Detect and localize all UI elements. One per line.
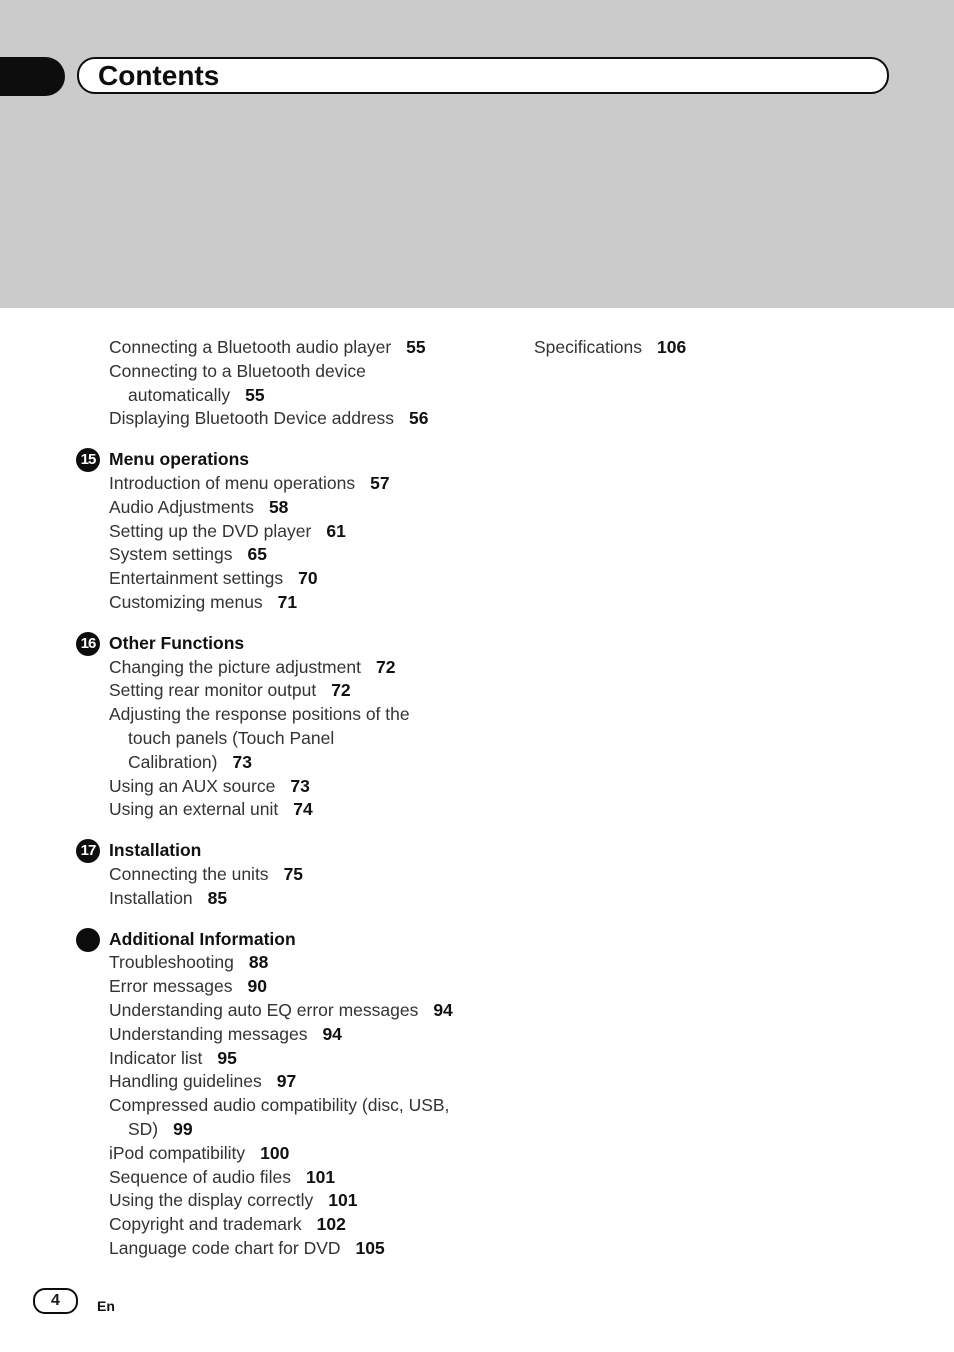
toc-entry[interactable] xyxy=(109,703,509,774)
entry-title: Setting up the DVD player xyxy=(109,520,312,541)
entry-page-number: 105 xyxy=(355,1237,385,1258)
entry-title: iPod compatibility xyxy=(109,1142,246,1163)
entry-title-continued: automatically 55 xyxy=(128,384,265,405)
page-title: Contents xyxy=(98,60,220,91)
entry-title: Troubleshooting xyxy=(109,952,234,973)
toc-entry[interactable] xyxy=(109,1213,509,1237)
entry-title: Error messages xyxy=(109,976,233,997)
entry-title: Displaying Bluetooth Device address xyxy=(109,408,395,429)
toc-entry[interactable] xyxy=(109,1142,509,1166)
toc-right-column xyxy=(534,336,914,360)
title-pill xyxy=(77,57,889,94)
toc-entry[interactable] xyxy=(109,336,509,360)
toc-entry[interactable] xyxy=(109,1094,509,1142)
entry-title: Connecting to a Bluetooth device xyxy=(109,360,366,381)
toc-entry[interactable] xyxy=(109,543,509,567)
entry-title: Handling guidelines xyxy=(109,1071,262,1092)
page-number: 4 xyxy=(33,1288,78,1314)
toc-left-column xyxy=(80,336,509,1261)
toc-entry[interactable] xyxy=(109,407,509,431)
entry-page-number: 57 xyxy=(370,472,390,493)
entry-title: Copyright and trademark xyxy=(109,1214,302,1235)
section-number-badge: 15 xyxy=(76,448,100,472)
toc-entry[interactable] xyxy=(109,887,509,911)
entry-title: Customizing menus xyxy=(109,591,263,612)
entry-page-number: 100 xyxy=(260,1142,290,1163)
entry-title: Entertainment settings xyxy=(109,568,284,589)
section-title[interactable]: Installation xyxy=(109,840,202,861)
toc-sections xyxy=(80,448,509,1261)
entry-page-number: 65 xyxy=(247,544,267,565)
entry-page-number: 95 xyxy=(217,1047,237,1068)
top-entries xyxy=(109,336,509,431)
entry-title: Introduction of menu operations xyxy=(109,472,356,493)
toc-entry[interactable] xyxy=(109,1166,509,1190)
entry-title: Understanding messages xyxy=(109,1023,308,1044)
entry-page-number: 75 xyxy=(283,863,304,884)
toc-section xyxy=(109,928,509,1261)
toc-entry[interactable] xyxy=(109,567,509,591)
entry-title: Language code chart for DVD xyxy=(109,1237,341,1258)
entry-title: Setting rear monitor output xyxy=(109,680,317,701)
entry-title: Audio Adjustments xyxy=(109,496,254,517)
toc-section xyxy=(80,839,509,910)
toc-entry[interactable] xyxy=(109,863,509,887)
toc-entry[interactable] xyxy=(534,336,914,360)
toc-entry[interactable] xyxy=(109,360,509,408)
entry-page-number: 97 xyxy=(276,1071,297,1092)
entry-page-number: 106 xyxy=(656,337,687,357)
section-title[interactable]: Additional Information xyxy=(109,928,296,949)
toc-entry[interactable] xyxy=(109,472,509,496)
toc-entry[interactable] xyxy=(109,1047,509,1071)
entry-page-number: 73 xyxy=(232,751,252,772)
entry-title: Changing the picture adjustment xyxy=(109,656,361,677)
entry-page-number: 72 xyxy=(375,656,396,677)
toc-entry[interactable] xyxy=(109,1023,509,1047)
toc-entry[interactable] xyxy=(109,951,509,975)
toc-entry[interactable] xyxy=(109,656,509,680)
entry-title: Sequence of audio files xyxy=(109,1166,291,1187)
entry-title: Installation xyxy=(109,887,193,908)
entry-page-number: 88 xyxy=(248,952,269,973)
section-title[interactable]: Menu operations xyxy=(109,449,250,470)
toc-entry[interactable] xyxy=(109,975,509,999)
toc-entry[interactable] xyxy=(109,798,509,822)
entry-title: Connecting a Bluetooth audio player xyxy=(109,337,392,357)
toc-section xyxy=(80,632,509,822)
entry-page-number: 94 xyxy=(322,1023,342,1044)
toc-entry[interactable] xyxy=(109,1189,509,1213)
entry-page-number: 102 xyxy=(316,1214,346,1235)
entry-page-number: 99 xyxy=(173,1118,193,1139)
entry-page-number: 85 xyxy=(207,887,228,908)
toc-entry[interactable] xyxy=(109,591,509,615)
entry-page-number: 55 xyxy=(245,384,265,405)
entry-page-number: 101 xyxy=(328,1190,358,1211)
entry-page-number: 90 xyxy=(247,976,267,997)
section-number-badge: 16 xyxy=(76,632,100,656)
entry-page-number: 73 xyxy=(290,775,310,796)
entry-title: System settings xyxy=(109,544,233,565)
toc-entry[interactable] xyxy=(109,679,509,703)
entry-page-number: 72 xyxy=(331,680,351,701)
entry-title-continued: Calibration) 73 xyxy=(128,751,252,772)
chapter-tab xyxy=(0,57,65,96)
toc-entry[interactable] xyxy=(109,496,509,520)
entry-title: Indicator list xyxy=(109,1047,203,1068)
entry-title: Using an external unit xyxy=(109,799,279,820)
right-entries xyxy=(534,336,914,360)
section-title[interactable]: Other Functions xyxy=(109,632,245,653)
entry-title: Compressed audio compatibility (disc, USB, xyxy=(109,1095,450,1116)
section-number-badge: 17 xyxy=(76,839,100,863)
entry-title: Using the display correctly xyxy=(109,1190,314,1211)
entry-title: Adjusting the response positions of the xyxy=(109,704,410,725)
entry-title: Connecting the units xyxy=(109,863,269,884)
toc-entry[interactable] xyxy=(109,1070,509,1094)
entry-page-number: 101 xyxy=(305,1166,336,1187)
toc-entry[interactable] xyxy=(109,520,509,544)
entry-title: Understanding auto EQ error messages xyxy=(109,999,419,1020)
entry-page-number: 58 xyxy=(268,496,289,517)
language-code: En xyxy=(97,1298,115,1314)
toc-entry[interactable] xyxy=(109,1237,509,1261)
toc-entry[interactable] xyxy=(109,775,509,799)
entry-page-number: 61 xyxy=(326,520,346,541)
entry-title-continued: touch panels (Touch Panel xyxy=(128,727,335,748)
entry-title-continued: SD) 99 xyxy=(128,1118,193,1139)
entry-page-number: 55 xyxy=(406,337,426,357)
entry-page-number: 74 xyxy=(293,799,313,820)
toc-entry[interactable] xyxy=(109,999,509,1023)
entry-page-number: 71 xyxy=(277,591,298,612)
entry-page-number: 56 xyxy=(409,408,429,429)
entry-title: Specifications xyxy=(534,337,642,357)
section-number-badge xyxy=(76,928,100,952)
entry-title: Using an AUX source xyxy=(109,775,276,796)
header-band xyxy=(0,0,954,308)
toc-section xyxy=(80,448,509,615)
entry-page-number: 70 xyxy=(298,568,318,589)
entry-page-number: 94 xyxy=(433,999,453,1020)
